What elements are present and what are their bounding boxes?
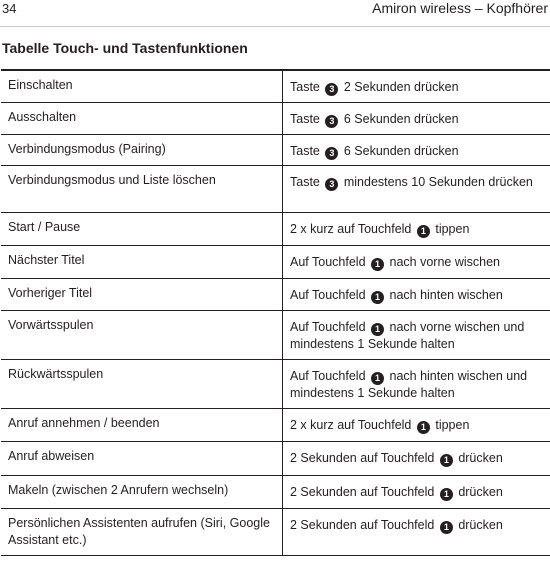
action-suffix: 6 Sekunden drücken	[343, 111, 459, 126]
action-suffix: tippen	[435, 221, 470, 236]
action-cell	[283, 165, 550, 212]
control-number-badge: 3	[325, 83, 338, 96]
action-cell	[283, 70, 550, 102]
action-text	[290, 476, 546, 501]
table-row	[1, 359, 550, 408]
action-prefix: Taste	[290, 80, 320, 94]
action-suffix: drücken	[458, 450, 503, 465]
action-suffix: nach hinten wischen und mindestens 1 Sekunde halten	[290, 368, 528, 400]
function-cell: Verbindungsmodus und Liste löschen	[1, 165, 283, 212]
action-cell	[283, 408, 550, 441]
action-prefix: Auf Touchfeld	[290, 368, 366, 383]
action-prefix: Taste	[290, 111, 320, 126]
control-number-badge: 1	[371, 372, 384, 385]
action-suffix: tippen	[435, 417, 470, 432]
action-cell	[283, 245, 550, 278]
table-row	[1, 70, 550, 102]
action-suffix: 2 Sekunden drücken	[343, 80, 459, 94]
action-prefix: 2 Sekunden auf Touchfeld	[290, 517, 435, 532]
function-cell: Verbindungsmodus (Pairing)	[1, 134, 283, 165]
action-cell	[283, 212, 550, 245]
action-text	[290, 246, 546, 271]
action-text	[290, 360, 546, 402]
control-number-badge: 1	[417, 225, 430, 238]
action-prefix: 2 Sekunden auf Touchfeld	[290, 484, 435, 499]
table-row	[1, 278, 550, 310]
function-table	[1, 69, 550, 556]
action-suffix: drücken	[458, 484, 503, 499]
page-header	[0, 0, 550, 20]
table-row	[1, 102, 550, 134]
action-prefix: Taste	[290, 143, 320, 158]
action-prefix: Taste	[290, 174, 320, 189]
control-number-badge: 1	[440, 521, 453, 534]
action-text	[290, 509, 546, 534]
running-title: Amiron wireless – Kopfhörer	[372, 0, 548, 16]
function-cell: Vorwärtsspulen	[1, 310, 283, 359]
header-divider	[0, 26, 550, 27]
page-number: 34	[2, 1, 17, 16]
action-prefix: 2 x kurz auf Touchfeld	[290, 417, 412, 432]
table-row	[1, 165, 550, 212]
action-prefix: Auf Touchfeld	[290, 254, 366, 269]
action-text	[290, 311, 546, 353]
function-cell: Vorheriger Titel	[1, 278, 283, 310]
function-cell: Ausschalten	[1, 102, 283, 134]
function-cell: Nächster Titel	[1, 245, 283, 278]
action-prefix: 2 Sekunden auf Touchfeld	[290, 450, 435, 465]
action-text	[290, 409, 546, 434]
action-cell	[283, 359, 550, 408]
table-row	[1, 212, 550, 245]
action-suffix: nach hinten wischen	[389, 287, 503, 302]
action-cell	[283, 102, 550, 134]
function-cell: Persönlichen Assistenten aufrufen (Siri, Google Assistant etc.)	[1, 508, 283, 555]
action-cell	[283, 475, 550, 508]
action-suffix: mindestens 10 Sekunden drücken	[343, 174, 533, 189]
action-text	[290, 213, 546, 238]
function-cell: Anruf abweisen	[1, 441, 283, 475]
table-row	[1, 441, 550, 475]
function-cell: Start / Pause	[1, 212, 283, 245]
control-number-badge: 3	[325, 115, 338, 128]
control-number-badge: 1	[371, 323, 384, 336]
action-text	[290, 135, 546, 160]
action-text	[290, 103, 546, 128]
control-number-badge: 1	[417, 421, 430, 434]
section-title: Tabelle Touch- und Tastenfunktionen	[2, 40, 248, 56]
table-row	[1, 245, 550, 278]
action-cell	[283, 310, 550, 359]
table-row	[1, 134, 550, 165]
action-cell	[283, 508, 550, 555]
control-number-badge: 3	[325, 178, 338, 191]
action-suffix: 6 Sekunden drücken	[343, 143, 459, 158]
function-cell: Makeln (zwischen 2 Anrufern wechseln)	[1, 475, 283, 508]
action-text	[290, 442, 546, 467]
action-prefix: Auf Touchfeld	[290, 319, 366, 334]
action-suffix: nach vorne wischen und mindestens 1 Sekunde halten	[290, 319, 525, 351]
action-text	[290, 166, 546, 191]
control-number-badge: 1	[440, 488, 453, 501]
table-row	[1, 310, 550, 359]
function-cell: Einschalten	[1, 70, 283, 102]
function-cell: Rückwärtsspulen	[1, 359, 283, 408]
action-cell	[283, 441, 550, 475]
table-row	[1, 508, 550, 555]
control-number-badge: 1	[371, 258, 384, 271]
action-cell	[283, 278, 550, 310]
action-suffix: drücken	[458, 517, 503, 532]
function-cell: Anruf annehmen / beenden	[1, 408, 283, 441]
function-table-body	[1, 70, 550, 555]
action-text	[290, 279, 546, 304]
action-prefix: Auf Touchfeld	[290, 287, 366, 302]
action-cell	[283, 134, 550, 165]
control-number-badge: 1	[440, 454, 453, 467]
action-prefix: 2 x kurz auf Touchfeld	[290, 221, 412, 236]
table-row	[1, 408, 550, 441]
action-suffix: nach vorne wischen	[389, 254, 500, 269]
control-number-badge: 3	[325, 147, 338, 160]
action-text	[290, 71, 546, 96]
control-number-badge: 1	[371, 291, 384, 304]
table-row	[1, 475, 550, 508]
